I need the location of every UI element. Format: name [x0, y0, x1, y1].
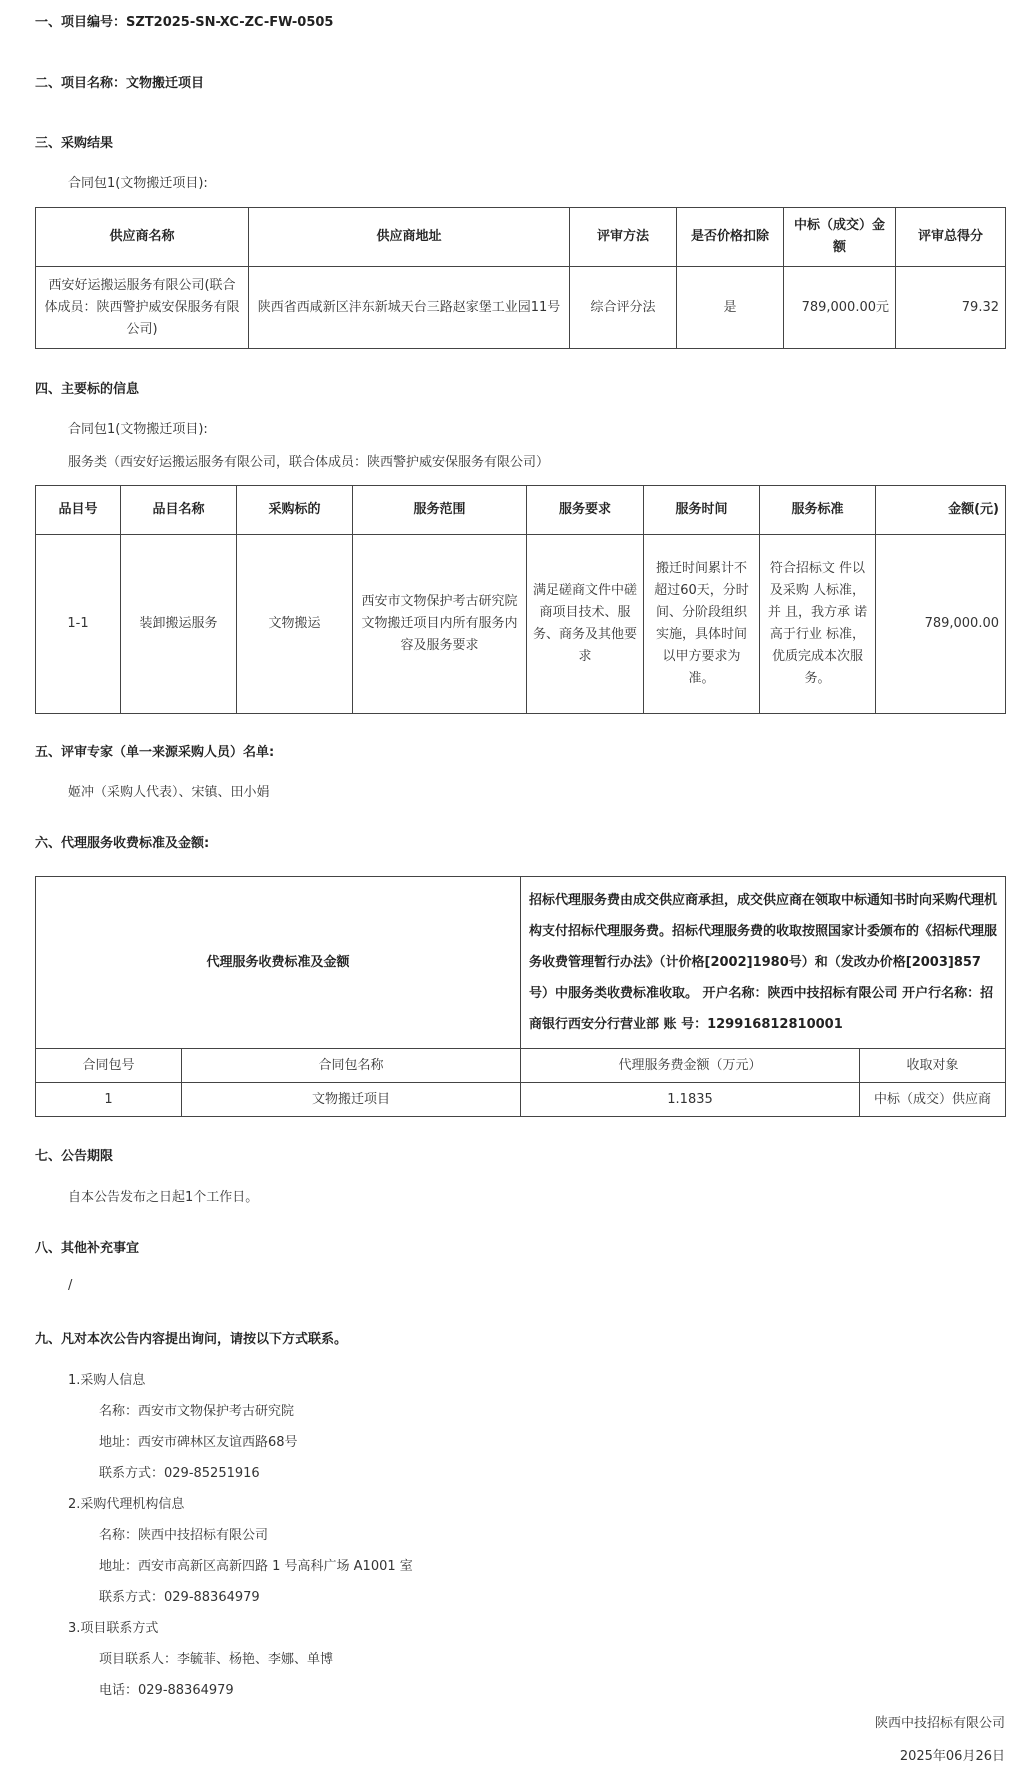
purchaser-address: 地址：西安市碑林区友谊西路68号 — [99, 1435, 298, 1450]
table-row — [36, 267, 1006, 349]
header-fee-amount: 代理服务费金额（万元） — [521, 1049, 860, 1083]
contact-heading: 九、凡对本次公告内容提出询问，请按以下方式联系。 — [35, 1332, 348, 1347]
target-cell: 文物搬运 — [237, 535, 353, 714]
subject-table — [35, 485, 1006, 714]
fee-amount-cell: 1.1835 — [521, 1083, 860, 1117]
expert-heading: 五、评审专家（单一来源采购人员）名单: — [35, 745, 275, 760]
header-award-amount: 中标（成交）金额 — [784, 208, 896, 267]
purchaser-phone: 联系方式：029-85251916 — [99, 1466, 260, 1481]
agency-fee-heading: 六、代理服务收费标准及金额: — [35, 836, 210, 851]
fee-header-row — [36, 1049, 1006, 1083]
item-no-cell: 1-1 — [36, 535, 121, 714]
item-name-cell: 装卸搬运服务 — [121, 535, 237, 714]
notice-period-text: 自本公告发布之日起1个工作日。 — [68, 1190, 259, 1205]
package-name-cell: 文物搬迁项目 — [182, 1083, 521, 1117]
header-supplier-address: 供应商地址 — [249, 208, 570, 267]
project-contact-phone: 电话：029-88364979 — [99, 1683, 234, 1698]
header-item-no: 品目号 — [36, 486, 121, 535]
eval-method-cell: 综合评分法 — [570, 267, 677, 349]
agency-info-title: 2.采购代理机构信息 — [68, 1497, 185, 1512]
supplement-text: / — [68, 1278, 73, 1293]
agency-address: 地址：西安市高新区高新四路 1 号高科广场 A1001 室 — [99, 1559, 413, 1574]
project-number-heading: 一、项目编号：SZT2025-SN-XC-ZC-FW-0505 — [35, 15, 334, 30]
result-header-row — [36, 208, 1006, 267]
header-requirement: 服务要求 — [527, 486, 644, 535]
table-row — [36, 535, 1006, 714]
service-standard-cell: 符合招标文 件以及采购 人标准，并 且，我方承 诺高于行业 标准，优质完成本次服务。 — [760, 535, 876, 714]
package-label: 合同包1(文物搬迁项目): — [68, 422, 208, 437]
table-row — [36, 1083, 1006, 1117]
header-package-name: 合同包名称 — [182, 1049, 521, 1083]
fee-standard-description: 招标代理服务费由成交供应商承担，成交供应商在领取中标通知书时向采购代理机构支付招标代理服务费。招标代理服务费的收取按照国家计委颁布的《招标代理服务收费管理暂行办法》（计价格[2002]1980号）和（发改办价格[2003]857号）中服务类收费标准收取。 开户名称：陕西中技招标有限公司 开户行名称：招商银行西安分行营业部 账 号：129916812810001 — [521, 877, 1006, 1049]
purchaser-name: 名称：西安市文物保护考古研究院 — [99, 1404, 295, 1419]
requirement-cell: 满足磋商文件中磋商项目技术、服务、商务及其他要求 — [527, 535, 644, 714]
header-price-deduction: 是否价格扣除 — [677, 208, 784, 267]
package-no-cell: 1 — [36, 1083, 182, 1117]
project-name-heading: 二、项目名称：文物搬迁项目 — [35, 76, 205, 91]
total-score-cell: 79.32 — [896, 267, 1006, 349]
fee-standard-row — [36, 877, 1006, 1049]
header-target: 采购标的 — [237, 486, 353, 535]
header-eval-method: 评审方法 — [570, 208, 677, 267]
purchaser-info-title: 1.采购人信息 — [68, 1373, 146, 1388]
header-total-score: 评审总得分 — [896, 208, 1006, 267]
header-fee-payer: 收取对象 — [860, 1049, 1006, 1083]
award-amount-cell: 789,000.00元 — [784, 267, 896, 349]
agency-fee-table — [35, 876, 1006, 1117]
scope-cell: 西安市文物保护考古研究院文物搬迁项目内所有服务内容及服务要求 — [353, 535, 527, 714]
header-amount: 金额(元) — [876, 486, 1006, 535]
service-time-cell: 搬迁时间累计不超过60天，分时间、分阶段组织实施，具体时间以甲方要求为准。 — [644, 535, 760, 714]
main-subject-heading: 四、主要标的信息 — [35, 382, 140, 397]
supplement-heading: 八、其他补充事宜 — [35, 1241, 140, 1256]
result-table — [35, 207, 1006, 349]
supplier-name-cell: 西安好运搬运服务有限公司(联合体成员：陕西警护威安保服务有限公司) — [36, 267, 249, 349]
package-label: 合同包1(文物搬迁项目): — [68, 176, 208, 191]
header-scope: 服务范围 — [353, 486, 527, 535]
agency-name: 名称：陕西中技招标有限公司 — [99, 1528, 269, 1543]
procurement-result-heading: 三、采购结果 — [35, 136, 114, 151]
expert-names: 姬冲（采购人代表）、宋镇、田小娟 — [68, 785, 270, 800]
supplier-address-cell: 陕西省西咸新区沣东新城天台三路赵家堡工业园11号 — [249, 267, 570, 349]
header-supplier-name: 供应商名称 — [36, 208, 249, 267]
price-deduction-cell: 是 — [677, 267, 784, 349]
project-contact-title: 3.项目联系方式 — [68, 1621, 159, 1636]
issuer-name: 陕西中技招标有限公司 — [874, 1716, 1005, 1731]
header-time: 服务时间 — [644, 486, 760, 535]
amount-cell: 789,000.00 — [876, 535, 1006, 714]
header-item-name: 品目名称 — [121, 486, 237, 535]
agency-phone: 联系方式：029-88364979 — [99, 1590, 260, 1605]
notice-period-heading: 七、公告期限 — [35, 1149, 114, 1164]
service-class-text: 服务类（西安好运搬运服务有限公司，联合体成员：陕西警护威安保服务有限公司） — [68, 455, 550, 470]
subject-header-row — [36, 486, 1006, 535]
header-standard: 服务标准 — [760, 486, 876, 535]
issue-date: 2025年06月26日 — [899, 1749, 1005, 1764]
fee-payer-cell: 中标（成交）供应商 — [860, 1083, 1006, 1117]
header-package-no: 合同包号 — [36, 1049, 182, 1083]
fee-standard-label: 代理服务收费标准及金额 — [36, 877, 521, 1049]
project-contact-people: 项目联系人：李毓菲、杨艳、李娜、单博 — [99, 1652, 334, 1667]
